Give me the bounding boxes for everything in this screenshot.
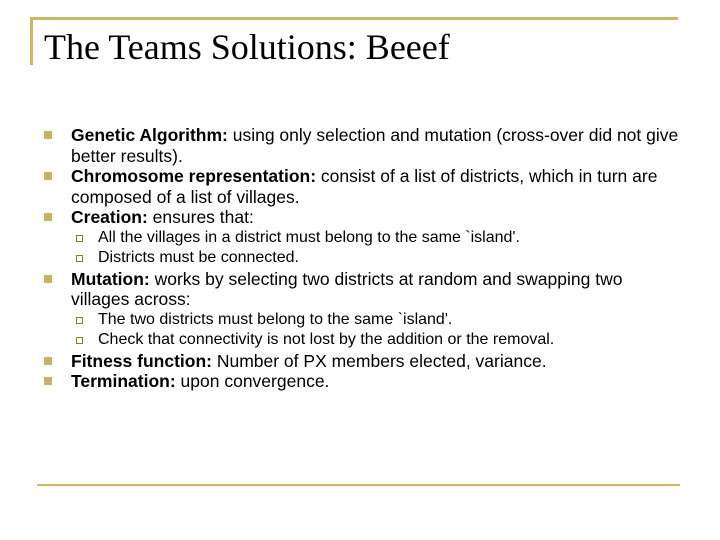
bullet-text: ensures that: — [147, 207, 254, 227]
bullet-text: works by selecting two districts at random and swapping two villages across: — [71, 268, 623, 309]
sub-bullet-text: Districts must be connected. — [98, 249, 299, 266]
filled-square-bullet-icon — [44, 213, 52, 221]
slide-title: The Teams Solutions: Beeef — [44, 27, 450, 67]
sub-bullet-item — [71, 330, 684, 351]
bullet-item — [44, 125, 684, 166]
sub-bullet-item — [71, 228, 684, 249]
filled-square-bullet-icon — [44, 172, 52, 180]
hollow-square-bullet-icon — [76, 255, 83, 262]
bullet-text: using only selection and mutation (cross-over did not give better results). — [71, 125, 679, 166]
sub-bullet-list — [71, 228, 684, 269]
bullet-heading: Termination: — [71, 371, 176, 391]
bullet-item — [44, 166, 684, 207]
sub-bullet-text: The two districts must belong to the same `island'. — [98, 310, 453, 328]
sub-bullet-item — [71, 310, 684, 331]
hollow-square-bullet-icon — [76, 317, 83, 324]
bullet-item — [44, 269, 684, 351]
sub-bullet-text: All the villages in a district must belong to the same `island'. — [98, 228, 520, 246]
sub-bullet-text: Check that connectivity is not lost by the addition or the removal. — [98, 331, 555, 348]
bullet-item — [44, 207, 684, 269]
bullet-item — [44, 351, 684, 372]
filled-square-bullet-icon — [44, 357, 52, 365]
bullet-heading: Mutation: — [71, 268, 150, 289]
sub-bullet-list — [71, 310, 684, 351]
bullet-heading: Genetic Algorithm: — [71, 125, 228, 145]
left-rule — [30, 17, 33, 65]
bullet-item — [44, 371, 684, 392]
filled-square-bullet-icon — [44, 131, 52, 139]
sub-bullet-item — [71, 248, 684, 269]
filled-square-bullet-icon — [44, 275, 52, 283]
top-rule — [30, 17, 678, 20]
bottom-rule — [37, 484, 680, 486]
bullet-heading: Fitness function: — [71, 350, 212, 371]
filled-square-bullet-icon — [44, 377, 52, 385]
bullet-text: consist of a list of districts, which in turn are composed of a list of villages. — [71, 166, 658, 207]
bullet-heading: Chromosome representation: — [71, 166, 317, 186]
bullet-heading: Creation: — [71, 207, 148, 227]
bullet-text: upon convergence. — [175, 371, 330, 391]
hollow-square-bullet-icon — [76, 235, 83, 242]
hollow-square-bullet-icon — [76, 337, 83, 344]
bullet-list — [44, 125, 684, 392]
bullet-text: Number of PX members elected, variance. — [211, 350, 547, 371]
